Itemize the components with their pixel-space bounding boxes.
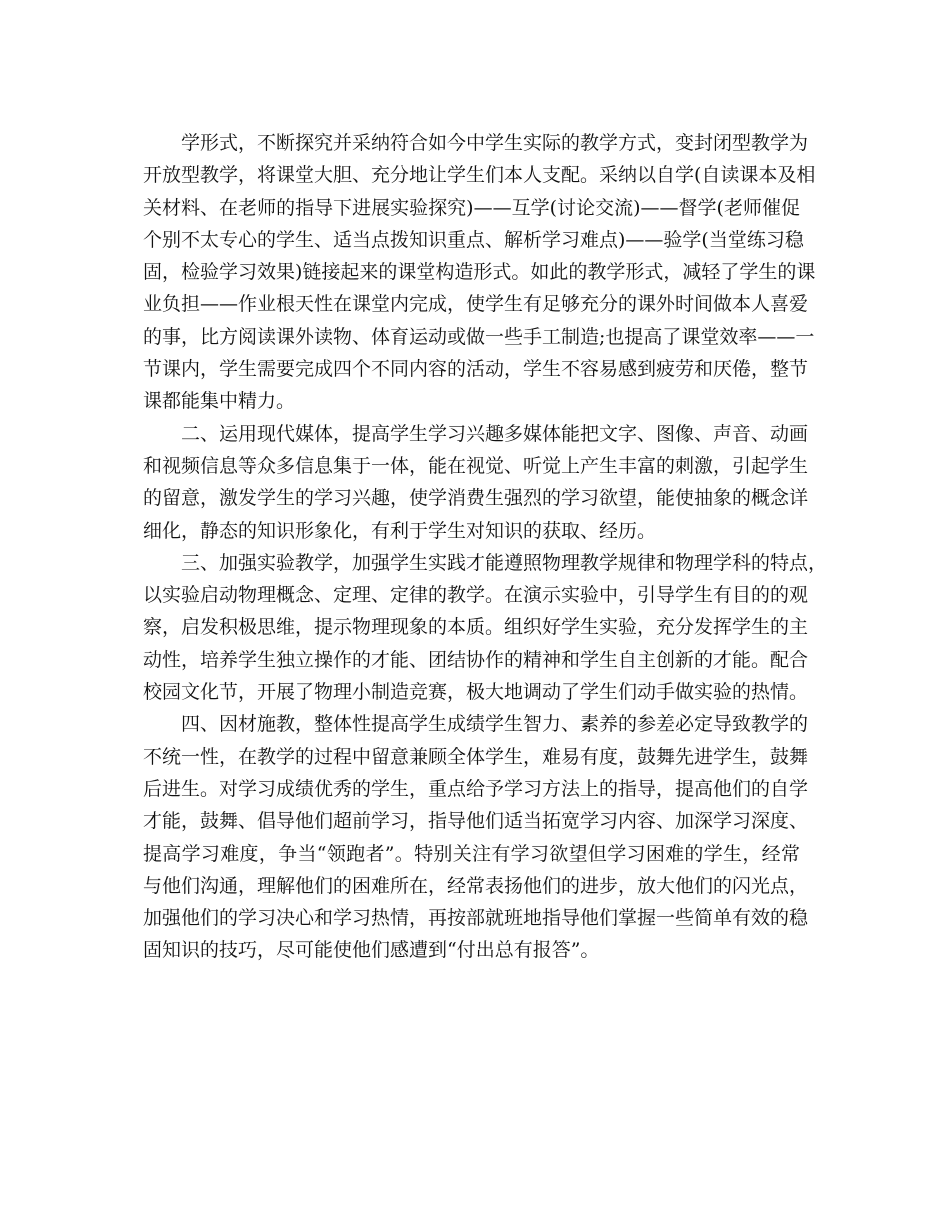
paragraph-individualized-teaching bbox=[143, 708, 809, 966]
text-line: 以实验启动物理概念、定理、定律的教学。在演示实验中，引导学生有目的的观 bbox=[143, 584, 809, 607]
text-line: 业负担——作业根天性在课堂内完成，使学生有足够充分的课外时间做本人喜爱 bbox=[143, 293, 809, 316]
text-line: 固，检验学习效果)链接起来的课堂构造形式。如此的教学形式，减轻了学生的课 bbox=[143, 261, 816, 284]
text-line: 开放型教学，将课堂大胆、充分地让学生们本人支配。采纳以自学(自读课本及相 bbox=[143, 164, 816, 187]
text-line: 二、运用现代媒体，提高学生学习兴趣多媒体能把文字、图像、声音、动画 bbox=[181, 422, 809, 445]
paragraph-teaching-form bbox=[143, 127, 816, 418]
text-line: 的留意，激发学生的学习兴趣，使学消费生强烈的学习欲望，能使抽象的概念详 bbox=[143, 487, 809, 510]
text-line: 个别不太专心的学生、适当点拨知识重点、解析学习难点)——验学(当堂练习稳 bbox=[143, 228, 804, 251]
text-line: 动性，培养学生独立操作的才能、团结协作的精神和学生自主创新的才能。配合 bbox=[143, 648, 809, 671]
text-line: 细化，静态的知识形象化，有利于学生对知识的获取、经历。 bbox=[143, 519, 657, 542]
paragraph-experiment-teaching bbox=[143, 547, 828, 708]
text-line: 校园文化节，开展了物理小制造竞赛，极大地调动了学生们动手做实验的热情。 bbox=[143, 681, 809, 704]
text-line: 不统一性，在教学的过程中留意兼顾全体学生，难易有度，鼓舞先进学生，鼓舞 bbox=[143, 745, 809, 768]
text-line: 三、加强实验教学，加强学生实践才能遵照物理教学规律和物理学科的特点， bbox=[181, 551, 828, 574]
text-line: 才能，鼓舞、倡导他们超前学习，指导他们适当拓宽学习内容、加深学习深度、 bbox=[143, 810, 809, 833]
text-line: 察，启发积极思维，提示物理现象的本质。组织好学生实验，充分发挥学生的主 bbox=[143, 616, 809, 639]
text-line: 节课内，学生需要完成四个不同内容的活动，学生不容易感到疲劳和厌倦，整节 bbox=[143, 358, 809, 381]
paragraph-modern-media bbox=[143, 418, 809, 547]
text-line: 固知识的技巧，尽可能使他们感遭到“付出总有报答”。 bbox=[143, 939, 600, 962]
text-line: 提高学习难度，争当“领跑者”。特别关注有学习欲望但学习困难的学生，经常 bbox=[143, 842, 800, 865]
text-line: 加强他们的学习决心和学习热情，再按部就班地指导他们掌握一些简单有效的稳 bbox=[143, 907, 809, 930]
document-body bbox=[143, 127, 828, 967]
text-line: 关材料、在老师的指导下进展实验探究)——互学(讨论交流)——督学(老师催促 bbox=[143, 196, 800, 219]
text-line: 课都能集中精力。 bbox=[143, 390, 296, 413]
text-line: 学形式，不断探究并采纳符合如今中学生实际的教学方式，变封闭型教学为 bbox=[181, 132, 809, 154]
text-line: 和视频信息等众多信息集于一体，能在视觉、听觉上产生丰富的刺激，引起学生 bbox=[143, 454, 809, 477]
text-line: 后进生。对学习成绩优秀的学生，重点给予学习方法上的指导，提高他们的自学 bbox=[143, 777, 809, 800]
text-line: 四、因材施教，整体性提高学生成绩学生智力、素养的参差必定导致教学的 bbox=[181, 713, 809, 736]
text-line: 与他们沟通，理解他们的困难所在，经常表扬他们的进步，放大他们的闪光点， bbox=[143, 874, 809, 897]
text-line: 的事，比方阅读课外读物、体育运动或做一些手工制造;也提高了课堂效率——一 bbox=[143, 325, 815, 348]
